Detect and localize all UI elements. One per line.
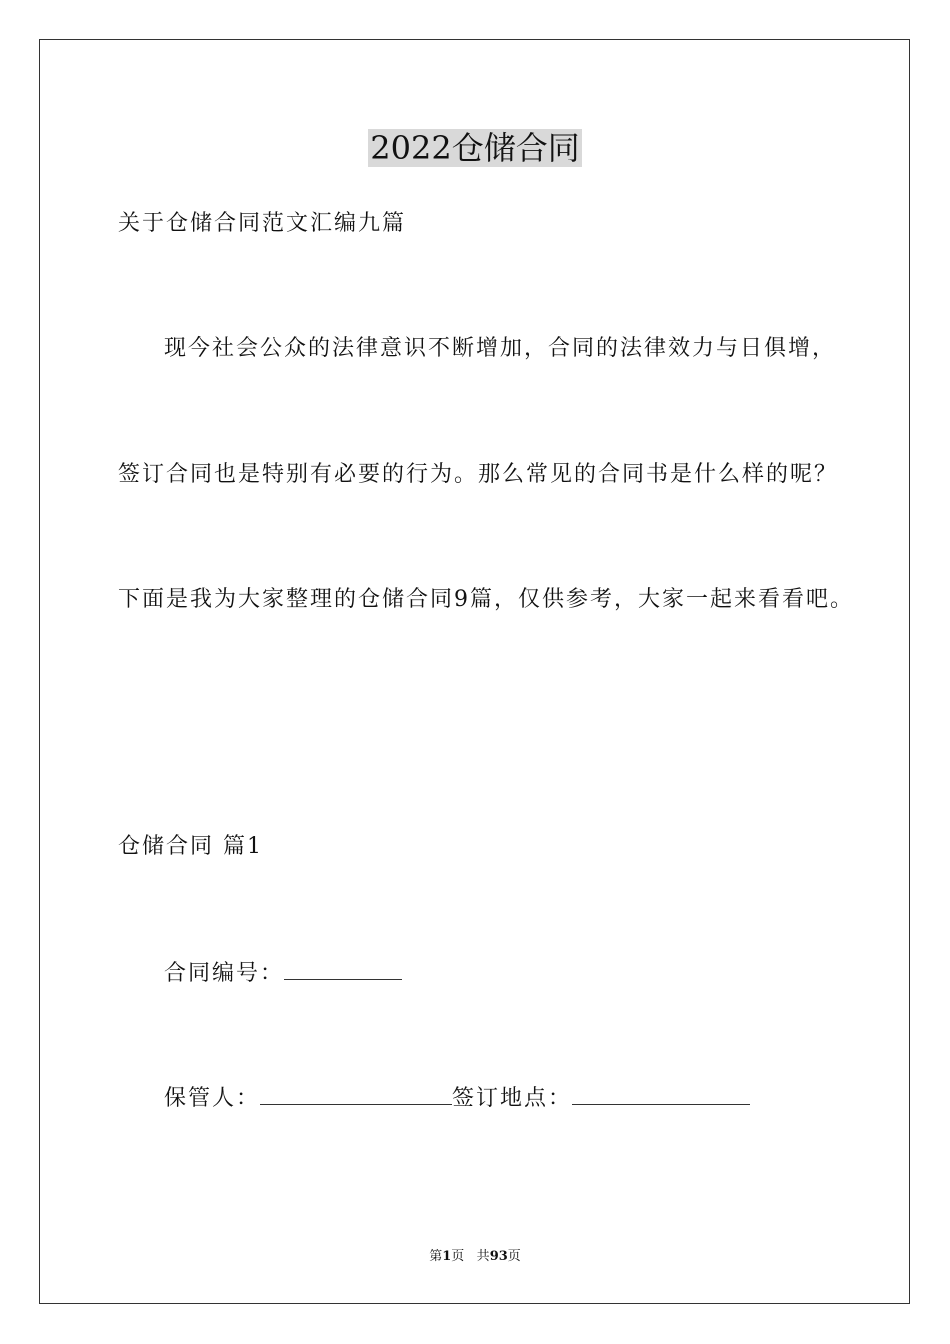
keeper-row bbox=[164, 1082, 750, 1114]
footer-total-suffix: 页 bbox=[507, 1249, 521, 1264]
contract-number-field[interactable] bbox=[284, 957, 402, 980]
sign-place-label: 签订地点： bbox=[452, 1086, 573, 1111]
intro-line-2: 签订合同也是特别有必要的行为。那么常见的合同书是什么样的呢？ bbox=[118, 462, 839, 487]
document-subtitle: 关于仓储合同范文汇编九篇 bbox=[118, 211, 407, 236]
page-footer bbox=[0, 1248, 950, 1266]
document-title bbox=[0, 128, 950, 168]
intro-line-3: 下面是我为大家整理的仓储合同9篇，仅供参考，大家一起来看看吧。 bbox=[118, 587, 854, 612]
footer-total-pages: 93 bbox=[489, 1249, 508, 1264]
footer-total-prefix: 共 bbox=[476, 1249, 490, 1264]
contract-number-row bbox=[164, 957, 402, 989]
section-heading: 仓储合同 篇1 bbox=[118, 834, 263, 859]
keeper-field[interactable] bbox=[260, 1082, 452, 1105]
footer-page-suffix: 页 bbox=[451, 1249, 465, 1264]
contract-number-label: 合同编号： bbox=[164, 961, 285, 986]
intro-line-1: 现今社会公众的法律意识不断增加，合同的法律效力与日俱增， bbox=[164, 336, 837, 361]
keeper-label: 保管人： bbox=[164, 1086, 261, 1111]
footer-page-number: 1 bbox=[442, 1249, 452, 1264]
sign-place-field[interactable] bbox=[572, 1082, 750, 1105]
footer-page-prefix: 第 bbox=[429, 1249, 443, 1264]
document-title-text: 2022仓储合同 bbox=[370, 129, 580, 167]
